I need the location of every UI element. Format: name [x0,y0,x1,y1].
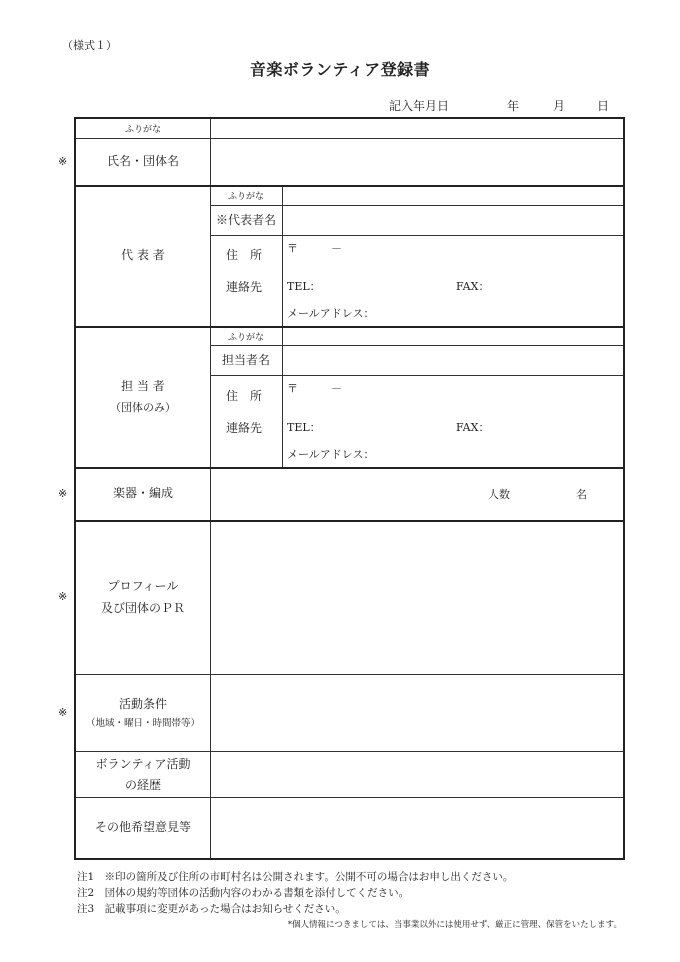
representative-postal[interactable]: 〒 － [287,242,342,255]
other-label: その他希望意見等 [94,820,191,835]
note-3: 注3 記載事項に変更があった場合はお知らせください。 [77,903,346,915]
furigana-field[interactable] [211,120,621,137]
form-id: （様式１） [62,39,117,52]
note-2: 注2 団体の規約等団体の活動内容のわかる書類を添付してください。 [77,887,410,899]
person-in-charge-fax[interactable]: FAX： [456,421,490,434]
other-field[interactable] [211,799,621,857]
representative-name-label: ※代表者名 [215,212,276,227]
conditions-label-main: 活動条件 [118,696,167,711]
registration-form-table [74,117,625,860]
person-in-charge-name-label: 担当者名 [221,352,270,367]
representative-furigana-field[interactable] [283,187,621,204]
instruments-field[interactable] [211,469,621,519]
history-label [76,752,210,797]
person-in-charge-furigana-label: ふりがな [227,332,264,343]
instruments-label: 楽器・編成 [112,486,173,501]
profile-field[interactable] [211,522,621,673]
date-year-label: 年 [507,99,520,113]
history-label-line2: の経歴 [124,777,161,792]
representative-contact-label: 連絡先 [226,280,263,294]
profile-label-line2: 及び団体のＰＲ [100,600,185,615]
required-mark: ※ [58,487,68,500]
conditions-label-sub: （地域・曜日・時間帯等） [85,718,200,730]
representative-furigana-label: ふりがな [227,192,264,202]
page-title: 音楽ボランティア登録書 [249,60,431,79]
representative-address-label: 住 所 [226,248,263,262]
representative-fax[interactable]: FAX： [456,280,490,293]
history-label-line1: ボランティア活動 [95,757,191,772]
required-mark: ※ [58,706,68,719]
date-month-label: 月 [553,99,566,113]
person-in-charge-note: （団体のみ） [110,400,176,414]
representative-section-label: 代 表 者 [121,248,165,263]
representative-tel[interactable]: TEL： [287,280,321,293]
person-in-charge-email[interactable]: メールアドレス： [287,448,375,461]
conditions-label [76,675,210,751]
conditions-field[interactable] [211,676,621,750]
required-mark: ※ [58,590,68,603]
furigana-label: ふりがな [124,125,161,135]
member-count-label: 人数 [488,488,510,501]
note-1: 注1 ※印の箇所及び住所の市町村名は公開されます。公開不可の場合はお申し出ください。 [77,871,514,883]
name-field[interactable] [211,140,621,184]
person-in-charge-label: 担 当 者 [121,379,165,394]
person-in-charge-section [76,327,210,467]
person-in-charge-contact-label: 連絡先 [226,421,263,435]
privacy-notice: *個人情報につきましては、当事業以外には使用せず、厳正に管理、保管をいたします。 [287,920,622,930]
date-day-label: 日 [597,99,610,113]
required-mark: ※ [58,155,68,168]
row-line [210,375,623,376]
profile-label [76,521,210,674]
person-in-charge-address-label: 住 所 [226,389,263,403]
person-in-charge-postal[interactable]: 〒 － [287,382,342,395]
row-line [210,235,623,236]
profile-label-line1: プロフィール [107,578,179,593]
member-count-unit: 名 [576,488,587,501]
date-label: 記入年月日 [389,99,450,113]
representative-name-field[interactable] [283,207,621,234]
notes [77,869,513,917]
name-label: 氏名・団体名 [106,154,179,169]
person-in-charge-furigana-field[interactable] [283,328,621,344]
history-field[interactable] [211,753,621,796]
representative-email[interactable]: メールアドレス： [287,307,375,320]
person-in-charge-name-field[interactable] [283,347,621,374]
person-in-charge-tel[interactable]: TEL： [287,421,321,434]
